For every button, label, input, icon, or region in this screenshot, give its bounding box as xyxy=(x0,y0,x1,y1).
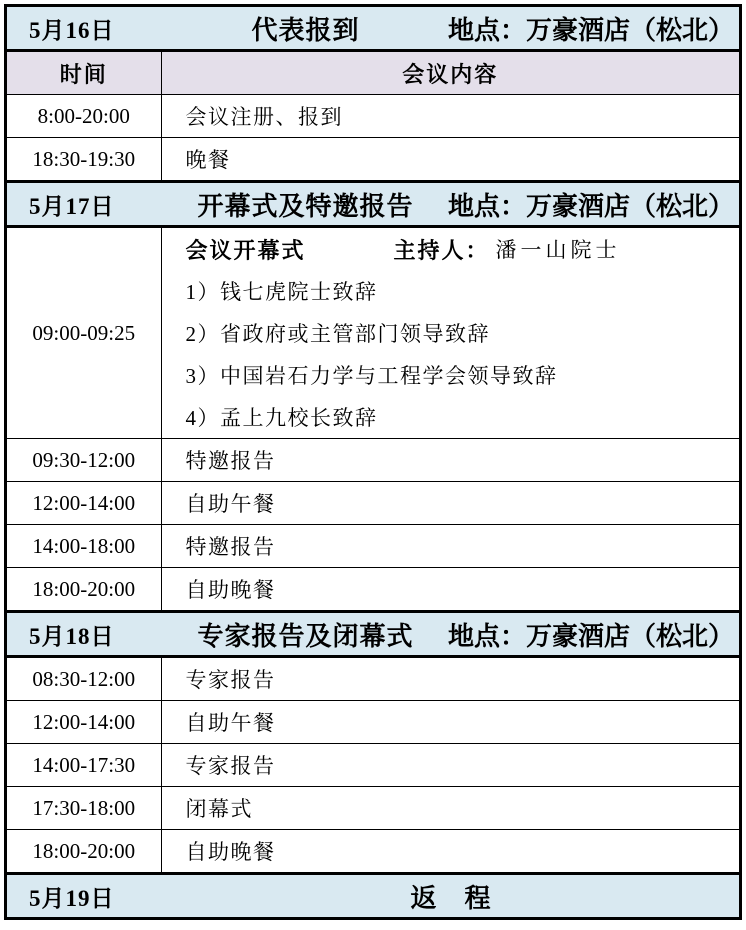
schedule-row xyxy=(7,700,739,743)
chair-label: 主持人： xyxy=(393,237,490,263)
section-row-may19 xyxy=(7,872,739,917)
schedule-row xyxy=(7,743,739,786)
agenda-item: 2）省政府或主管部门领导致辞 xyxy=(185,322,490,346)
agenda-title: 会议开幕式 xyxy=(185,237,306,263)
section-date: 5月18日 xyxy=(29,623,115,649)
opening-ceremony-agenda xyxy=(162,228,740,438)
content-cell: 会议注册、报到 xyxy=(185,105,343,129)
schedule-row xyxy=(7,655,739,700)
section-title: 返 程 xyxy=(410,882,492,913)
section-date: 5月17日 xyxy=(29,193,115,219)
time-cell: 18:30-19:30 xyxy=(7,138,162,180)
time-cell: 09:30-12:00 xyxy=(7,439,162,481)
schedule-row xyxy=(7,567,739,610)
section-title: 专家报告及闭幕式 xyxy=(197,620,414,651)
schedule-row xyxy=(7,94,739,137)
section-title: 代表报到 xyxy=(251,14,360,45)
section-location: 地点：万豪酒店（松北） xyxy=(447,190,734,221)
time-cell: 8:00-20:00 xyxy=(7,95,162,137)
time-cell: 14:00-17:30 xyxy=(7,744,162,786)
agenda-item: 3）中国岩石力学与工程学会领导致辞 xyxy=(185,364,558,388)
time-cell: 18:00-20:00 xyxy=(7,830,162,872)
agenda-headline xyxy=(186,228,740,270)
section-location: 地点：万豪酒店（松北） xyxy=(447,14,734,45)
content-cell: 专家报告 xyxy=(185,668,276,692)
section-title: 开幕式及特邀报告 xyxy=(197,190,414,221)
schedule-row xyxy=(7,481,739,524)
section-location: 地点：万豪酒店（松北） xyxy=(447,620,734,651)
content-cell: 特邀报告 xyxy=(185,449,276,473)
time-cell: 17:30-18:00 xyxy=(7,787,162,829)
schedule-row xyxy=(7,829,739,872)
schedule-row xyxy=(7,524,739,567)
time-cell: 18:00-20:00 xyxy=(7,568,162,610)
time-column-header: 时间 xyxy=(7,52,162,94)
section-row-may18 xyxy=(7,610,739,655)
chair-name: 潘一山院士 xyxy=(495,238,621,262)
time-cell: 08:30-12:00 xyxy=(7,658,162,700)
schedule-row xyxy=(7,137,739,180)
conference-schedule-table xyxy=(4,4,742,920)
agenda-item: 4）孟上九校长致辞 xyxy=(185,406,378,430)
content-cell: 自助晚餐 xyxy=(185,840,276,864)
section-date: 5月16日 xyxy=(29,17,115,43)
content-cell: 自助晚餐 xyxy=(185,578,276,602)
agenda-item: 1）钱七虎院士致辞 xyxy=(185,280,378,304)
time-cell: 12:00-14:00 xyxy=(7,482,162,524)
content-cell: 特邀报告 xyxy=(185,535,276,559)
content-cell: 晚餐 xyxy=(185,148,231,172)
column-header-row xyxy=(7,49,739,94)
time-cell: 14:00-18:00 xyxy=(7,525,162,567)
section-row-may17 xyxy=(7,180,739,225)
opening-ceremony-row xyxy=(7,225,739,438)
content-cell: 闭幕式 xyxy=(185,797,253,821)
section-row-may16 xyxy=(7,7,739,49)
schedule-row xyxy=(7,438,739,481)
section-date: 5月19日 xyxy=(29,885,115,911)
content-cell: 自助午餐 xyxy=(185,492,276,516)
time-cell: 12:00-14:00 xyxy=(7,701,162,743)
content-cell: 专家报告 xyxy=(185,754,276,778)
content-cell: 自助午餐 xyxy=(185,711,276,735)
time-cell: 09:00-09:25 xyxy=(7,228,162,438)
schedule-row xyxy=(7,786,739,829)
content-column-header: 会议内容 xyxy=(402,61,499,87)
